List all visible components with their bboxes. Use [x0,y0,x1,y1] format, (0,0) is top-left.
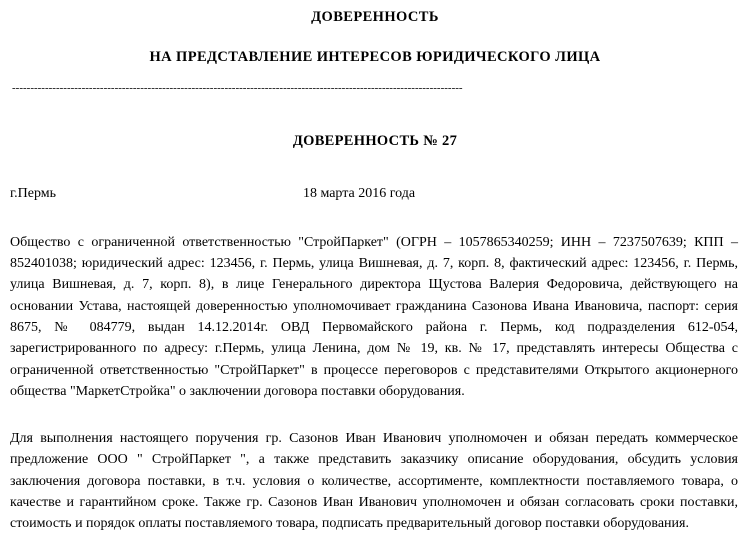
document-title-block [8,6,742,69]
page-title: ДОВЕРЕННОСТЬ [311,9,439,25]
document-page [0,6,750,555]
document-paragraph-1: Общество с ограниченной ответственностью "СтройПаркет" (ОГРН – 1057865340259; ИНН – 7237507639; КПП – 852401038; юридический адрес: 123456, г. Пермь, улица Вишневая, д. 7, корп. 8, фактический адрес: 123456, г. Пермь, улица Вишневая, д. 7, корп. 8), в лице Генерального директора Щустова Валерия Федоровича, действующего на основании Устава, настоящей доверенностью уполномочивает гражданина Сазонова Ивана Ивановича, паспорт: серия 8675, № 084779, выдан 14.12.2014г. ОВД Первомайского района г. Пермь, код подразделения 612-054, зарегистрированного по адресу: г.Пермь, улица Ленина, дом № 19, кв. № 17, представлять интересы Общества с ограниченной ответственностью "СтройПаркет" в процессе переговоров с представителями Открытого акционерного общества "МаркетСтройка" о заключении договора поставки оборудования. [10,234,738,399]
document-meta-row [8,186,742,202]
page-subtitle: НА ПРЕДСТАВЛЕНИЕ ИНТЕРЕСОВ ЮРИДИЧЕСКОГО ЛИЦА [149,49,601,66]
document-number-heading: ДОВЕРЕННОСТЬ № 27 [292,132,458,149]
divider: --------------------------------------------------------------------------------------------------------------------------- [12,82,463,94]
document-paragraph-2: Для выполнения настоящего поручения гр. Сазонов Иван Иванович уполномочен и обязан передать коммерческое предложение ООО " СтройПаркет ", а также представить заказчику описание оборудования, обсудить условия заключения договора поставки, в т.ч. условия о количестве, ассортименте, комплектности поставляемого товара, о качестве и гарантийном сроке. Также гр. Сазонов Иван Иванович уполномочен и обязан согласовать сроки поставки, стоимость и порядок оплаты поставляемого товара, подписать предварительный договор поставки оборудования. [10,431,738,532]
document-date: 18 марта 2016 года [302,185,416,201]
document-city: г.Пермь [10,185,57,201]
